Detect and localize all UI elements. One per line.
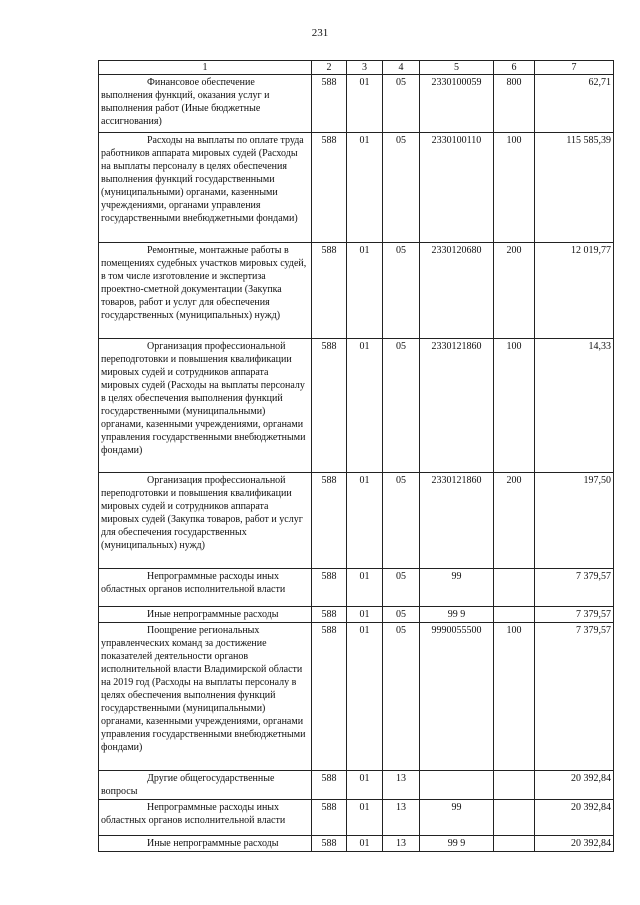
row-pr-cell: 05 [383, 75, 420, 133]
row-vr-cell: 100 [494, 133, 535, 243]
row-pr-cell: 05 [383, 243, 420, 339]
col-header: 2 [312, 61, 347, 75]
row-pr-cell: 05 [383, 133, 420, 243]
row-vr-cell [494, 836, 535, 852]
row-name-text: Организация профессиональной переподготовки и повышения квалификации мировых судей и сотрудников аппарата мировых судей (Закупка товаров, работ и услуг для обеспечения государственных (муниципальных) нужд) [101, 475, 303, 551]
table-row [99, 339, 614, 473]
page-number: 231 [311, 27, 329, 39]
row-sum-cell: 7 379,57 [535, 607, 614, 623]
row-name-cell [99, 133, 312, 243]
row-ved-cell: 588 [312, 339, 347, 473]
row-pr-cell: 13 [383, 800, 420, 836]
row-rz-cell: 01 [347, 800, 383, 836]
row-sum-cell: 20 392,84 [535, 836, 614, 852]
row-ved-cell: 588 [312, 836, 347, 852]
row-pr-cell: 05 [383, 473, 420, 569]
row-pr-cell: 05 [383, 607, 420, 623]
row-sum-cell: 7 379,57 [535, 569, 614, 607]
row-csr-cell: 2330100059 [420, 75, 494, 133]
row-csr-cell: 2330121860 [420, 339, 494, 473]
row-pr-cell: 13 [383, 836, 420, 852]
row-name-cell [99, 607, 312, 623]
row-sum-cell: 20 392,84 [535, 800, 614, 836]
row-name-cell [99, 771, 312, 800]
row-ved-cell: 588 [312, 623, 347, 771]
row-rz-cell: 01 [347, 771, 383, 800]
row-csr-cell: 99 [420, 800, 494, 836]
row-name-cell [99, 800, 312, 836]
row-csr-cell [420, 771, 494, 800]
row-ved-cell: 588 [312, 473, 347, 569]
row-csr-cell: 99 [420, 569, 494, 607]
row-name-cell [99, 569, 312, 607]
row-csr-cell: 99 9 [420, 836, 494, 852]
row-name-cell [99, 836, 312, 852]
row-sum-cell: 7 379,57 [535, 623, 614, 771]
row-vr-cell [494, 800, 535, 836]
table-row [99, 607, 614, 623]
row-csr-cell: 9990055500 [420, 623, 494, 771]
table-row [99, 771, 614, 800]
row-name-text: Финансовое обеспечение выполнения функций, оказания услуг и выполнения работ (Иные бюджетные ассигнования) [101, 77, 270, 127]
header-row [99, 61, 614, 75]
row-pr-cell: 05 [383, 569, 420, 607]
row-name-cell [99, 75, 312, 133]
col-header: 4 [383, 61, 420, 75]
row-csr-cell: 2330120680 [420, 243, 494, 339]
row-csr-cell: 2330100110 [420, 133, 494, 243]
row-name-text: Расходы на выплаты по оплате труда работников аппарата мировых судей (Расходы на выплаты персоналу в целях обеспечения выполнения функций государственными (муниципальными) органами, казенными учреждениями, органами управления государственными внебюджетными фондами) [101, 135, 304, 224]
row-sum-cell: 115 585,39 [535, 133, 614, 243]
table-row [99, 836, 614, 852]
row-name-cell [99, 623, 312, 771]
table-row [99, 569, 614, 607]
table-row [99, 800, 614, 836]
row-ved-cell: 588 [312, 243, 347, 339]
row-name-text: Иные непрограммные расходы [147, 838, 279, 849]
row-rz-cell: 01 [347, 133, 383, 243]
row-name-text: Организация профессиональной переподготовки и повышения квалификации мировых судей и сотрудников аппарата мировых судей (Расходы на выплаты персоналу в целях обеспечения выполнения функций государственными (муниципальными) органами, казенными учреждениями, органами управления государственными внебюджетными фондами) [101, 341, 306, 456]
row-sum-cell: 197,50 [535, 473, 614, 569]
row-name-text: Иные непрограммные расходы [147, 609, 279, 620]
row-rz-cell: 01 [347, 623, 383, 771]
row-vr-cell [494, 569, 535, 607]
row-csr-cell: 2330121860 [420, 473, 494, 569]
row-name-text: Ремонтные, монтажные работы в помещениях судебных участков мировых судей, в том числе изготовление и экспертиза проектно-сметной документации (Закупка товаров, работ и услуг для обеспечения государственных (муниципальных) нужд) [101, 245, 307, 321]
row-name-text: Непрограммные расходы иных областных органов исполнительной власти [101, 802, 286, 826]
row-ved-cell: 588 [312, 75, 347, 133]
row-rz-cell: 01 [347, 569, 383, 607]
row-vr-cell: 200 [494, 243, 535, 339]
col-header: 7 [535, 61, 614, 75]
row-rz-cell: 01 [347, 75, 383, 133]
row-rz-cell: 01 [347, 243, 383, 339]
row-ved-cell: 588 [312, 771, 347, 800]
row-vr-cell: 200 [494, 473, 535, 569]
table-row [99, 473, 614, 569]
row-sum-cell: 12 019,77 [535, 243, 614, 339]
row-ved-cell: 588 [312, 800, 347, 836]
row-vr-cell: 800 [494, 75, 535, 133]
row-name-text: Непрограммные расходы иных областных органов исполнительной власти [101, 571, 286, 595]
row-ved-cell: 588 [312, 133, 347, 243]
table-row [99, 623, 614, 771]
row-vr-cell: 100 [494, 339, 535, 473]
row-rz-cell: 01 [347, 339, 383, 473]
col-header: 5 [420, 61, 494, 75]
row-name-cell [99, 473, 312, 569]
col-header: 1 [99, 61, 312, 75]
row-rz-cell: 01 [347, 473, 383, 569]
row-pr-cell: 13 [383, 771, 420, 800]
budget-table [98, 60, 614, 852]
row-ved-cell: 588 [312, 569, 347, 607]
row-vr-cell [494, 607, 535, 623]
row-pr-cell: 05 [383, 339, 420, 473]
row-sum-cell: 20 392,84 [535, 771, 614, 800]
row-name-text: Другие общегосударственные вопросы [101, 773, 275, 797]
table-row [99, 133, 614, 243]
row-vr-cell: 100 [494, 623, 535, 771]
row-name-text: Поощрение региональных управленческих команд за достижение показателей деятельности органов исполнительной власти Владимирской области на 2019 год (Расходы на выплаты персоналу в целях обеспечения выполнения функций государственными (муниципальными) органами, казенными учреждениями, органами управления государственными внебюджетными фондами) [101, 625, 306, 753]
col-header: 3 [347, 61, 383, 75]
row-vr-cell [494, 771, 535, 800]
table-row [99, 75, 614, 133]
row-pr-cell: 05 [383, 623, 420, 771]
row-sum-cell: 62,71 [535, 75, 614, 133]
row-name-cell [99, 339, 312, 473]
table-row [99, 243, 614, 339]
row-name-cell [99, 243, 312, 339]
row-csr-cell: 99 9 [420, 607, 494, 623]
row-ved-cell: 588 [312, 607, 347, 623]
col-header: 6 [494, 61, 535, 75]
row-rz-cell: 01 [347, 836, 383, 852]
row-sum-cell: 14,33 [535, 339, 614, 473]
row-rz-cell: 01 [347, 607, 383, 623]
